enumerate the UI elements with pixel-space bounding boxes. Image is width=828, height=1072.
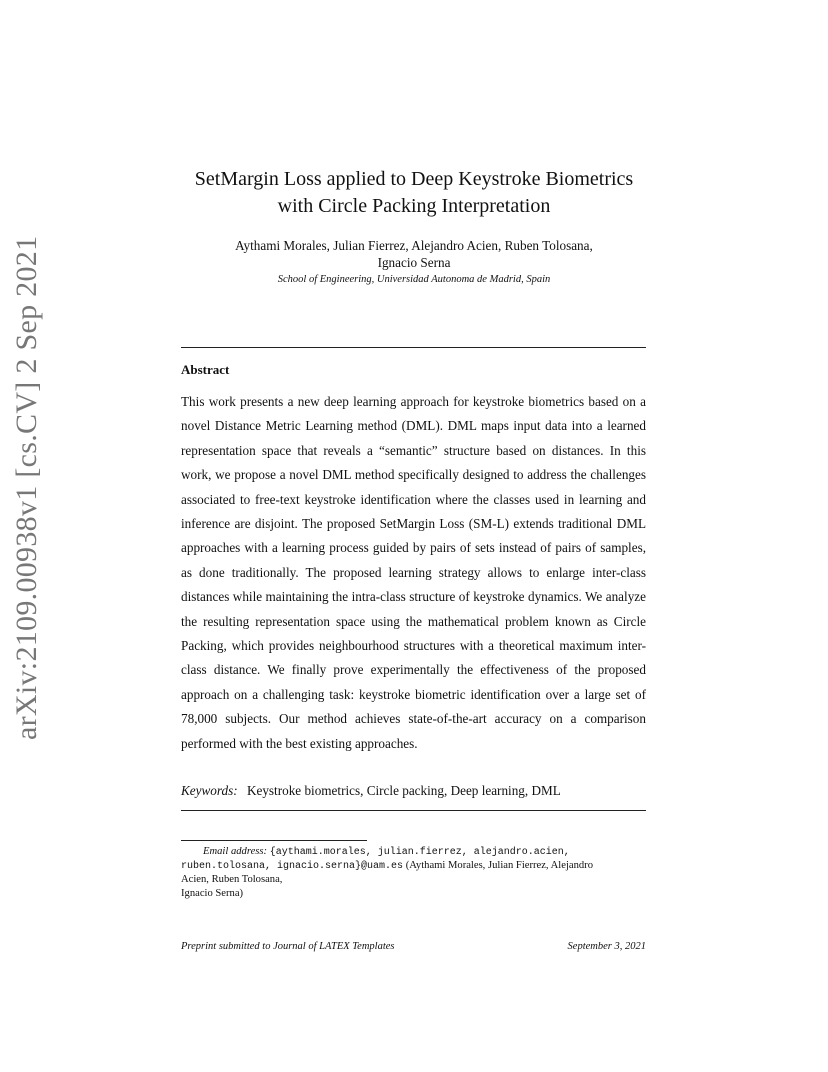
abstract-bottom-rule [181, 810, 646, 811]
arxiv-identifier-stamp: arXiv:2109.00938v1 [cs.CV] 2 Sep 2021 [10, 235, 43, 740]
submission-date: September 3, 2021 [567, 941, 646, 952]
authors-line-2: Ignacio Serna [377, 255, 451, 270]
abstract-top-rule [181, 347, 646, 348]
affiliation: School of Engineering, Universidad Autonoma de Madrid, Spain [277, 274, 551, 285]
footnote-label: Email address: [203, 846, 268, 857]
title-line-1: SetMargin Loss applied to Deep Keystroke Biometrics [194, 168, 634, 190]
footnote-emails-2: ruben.tolosana, ignacio.serna}@uam.es [181, 861, 404, 873]
keywords-text: Keystroke biometrics, Circle packing, Deep learning, DML [246, 783, 561, 798]
keywords-label: Keywords: [181, 783, 238, 798]
preprint-note: Preprint submitted to Journal of LATEX Templates [181, 941, 395, 952]
author-list [150, 237, 678, 271]
abstract-heading: Abstract [181, 362, 230, 377]
authors-line-1: Aythami Morales, Julian Fierrez, Alejandro Acien, Ruben Tolosana, [235, 238, 593, 253]
abstract-body: This work presents a new deep learning approach for keystroke biometrics based on a novel Distance Metric Learning method (DML). DML maps input data into a learned representation space that reveals a “semantic” structure based on distances. In this work, we propose a novel DML method specifically designed to address the challenges associated to free-text keystroke identification where the classes used in learning and inference are disjoint. The proposed SetMargin Loss (SM-L) extends traditional DML approaches with a learning process guided by pairs of sets instead of pairs of samples, as done traditionally. The proposed learning strategy allows to enlarge inter-class distances while maintaining the intra-class structure of keystroke dynamics. We analyze the resulting representation space using the mathematical problem known as Circle Packing, which provides neighbourhood structures with a theoretical maximum inter-class distance. We finally prove experimentally the effectiveness of the proposed approach on a challenging task: keystroke biometric identification over a large set of 78,000 subjects. Our method achieves state-of-the-art accuracy on a comparison performed with the best existing approaches. [181, 394, 646, 751]
title-line-2: with Circle Packing Interpretation [277, 195, 551, 217]
footnote-names-3: Ignacio Serna) [181, 887, 244, 899]
footnote-names-1: (Aythami Morales, Julian Fierrez, Alejandro [403, 860, 594, 872]
footnote-names-2: Acien, Ruben Tolosana, [181, 874, 283, 886]
footnote-rule [181, 840, 367, 841]
email-footnote [181, 845, 646, 900]
keywords [181, 783, 646, 799]
paper-title [150, 166, 678, 220]
footnote-emails-1: {aythami.morales, julian.fierrez, alejandro.acien, [269, 847, 570, 858]
